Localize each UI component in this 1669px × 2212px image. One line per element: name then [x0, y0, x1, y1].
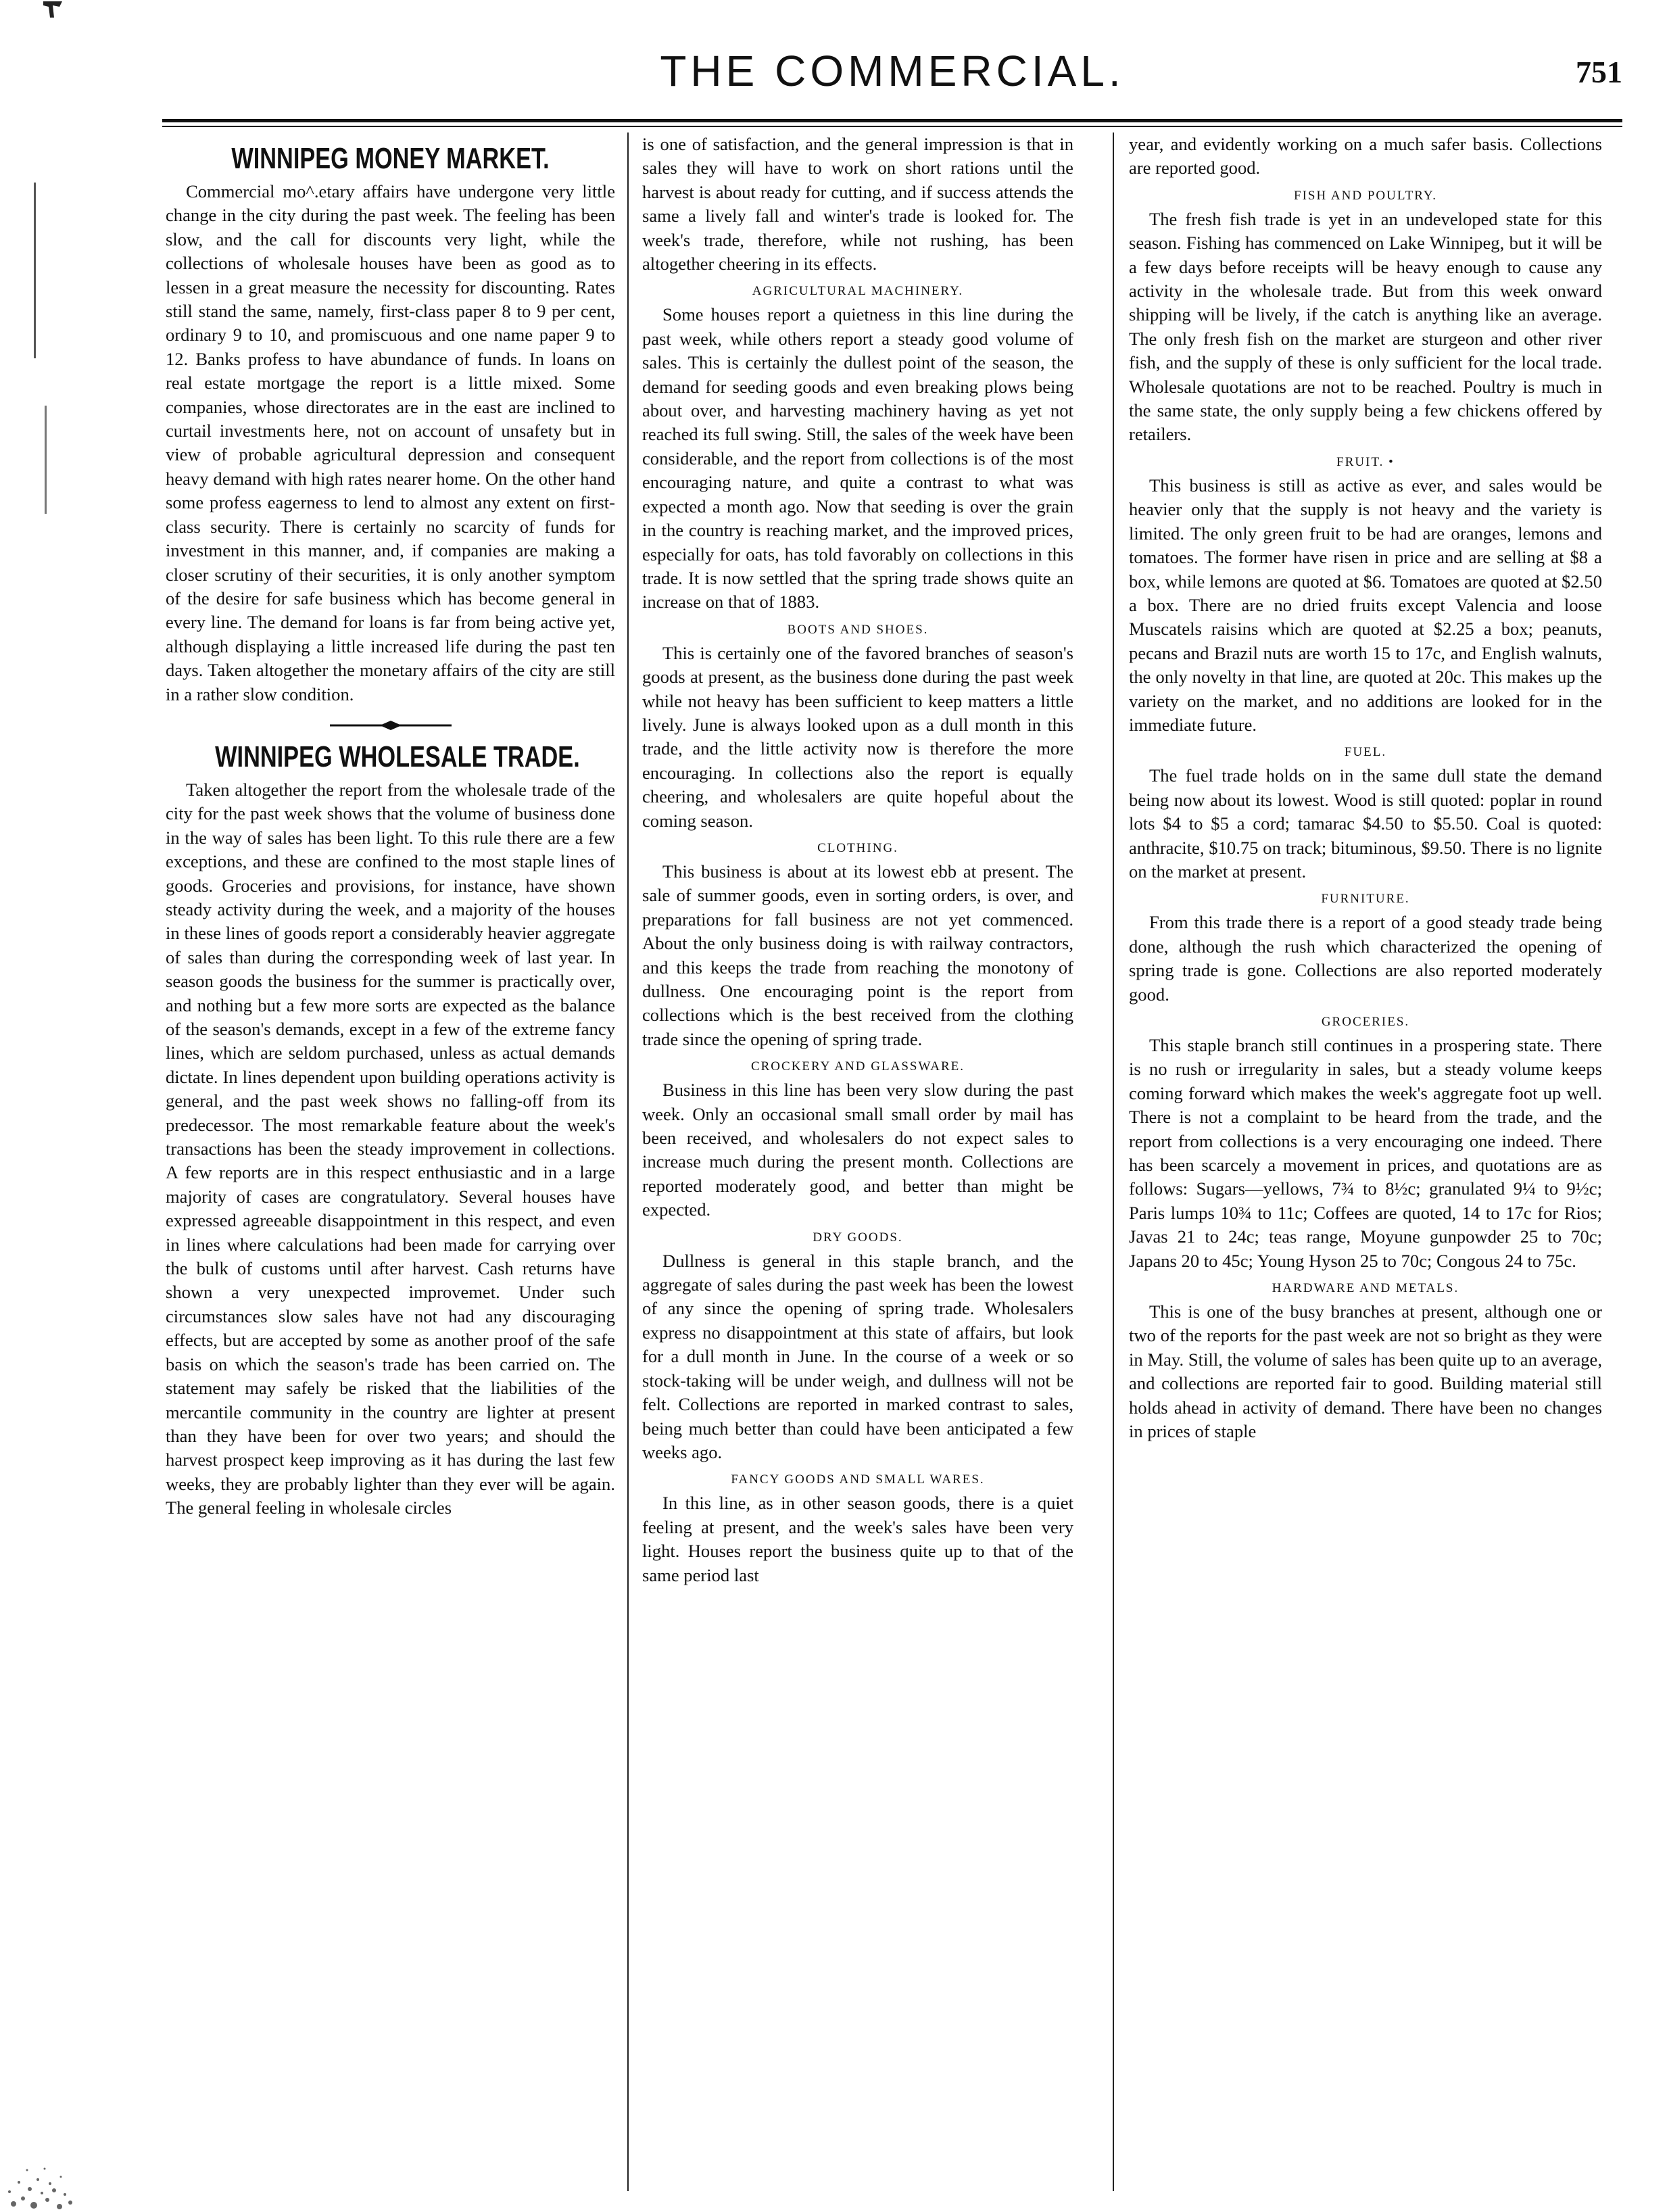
column-2: [642, 133, 1073, 2191]
boots-and-shoes-paragraph: This is certainly one of the favored branches of season's goods at present, as the business done during the past week while not heavy has been sufficient to keep matters a little lively. June is always looked upon as a dull month in this trade, and the little activity now is therefore the more encouraging. In collections also the report is equally cheering, and wholesalers are quite hopeful about the coming season.: [642, 642, 1073, 831]
fish-and-poultry-paragraph: The fresh fish trade is yet in an undeveloped state for this season. Fishing has commenced on Lake Winnipeg, but it will be a few days before receipts will be heavy enough to cause any activity in the wholesale trade. But from this week onward shipping will be lively, if the catch is anything like an average. The only fresh fish on the market are sturgeon and other river fish, and the supply of these is only sufficient for the local trade. Wholesale quotations are not to be reached. Poultry is much in the same state, the only supply being a few chickens offered by retailers.: [1129, 208, 1602, 445]
money-market-paragraph: Commercial mo^.etary affairs have undergone very little change in the city during the past week. The feeling has been slow, and the call for discounts very light, while the collections of wholesale houses have been as good as to lessen in a great measure the necessity for discounting. Rates still stand the same, namely, first-class paper 8 to 9 per cent, ordinary 9 to 10, and promiscuous and one name paper 9 to 12. Banks profess to have abundance of funds. In loans on real estate mortgage the report is a little mixed. Some companies, whose directorates are in the east are inclined to curtail investments here, not on account of unsafety but in view of probable agricultural depression and consequent heavy demand with high rates nearer home. On the other hand some profess eagerness to lend to almost any extent on first-class security. There is certainly no scarcity of funds for investment in this manner, and, if companies are making a closer scrutiny of their securities, it is only another symptom of the desire for safe business which has become general in every line. The demand for loans is far from being active yet, although displaying a little increased life during the past ten days. Taken altogether the monetary affairs of the city are still in a rather slow condition.: [166, 181, 615, 704]
clothing-paragraph: This business is about at its lowest ebb at present. The sale of summer goods, even in sorting orders, is over, and preparations for fall business are not yet commenced. About the only business doing is with railway contractors, and this keeps the trade from reaching the monotony of dullness. One encouraging point is the report from collections which is the best received from the clothing trade since the opening of spring trade.: [642, 861, 1073, 1049]
newspaper-title: THE COMMERCIAL.: [660, 47, 1125, 95]
subhead-boots-and-shoes: BOOTS AND SHOES.: [787, 622, 929, 637]
subhead-fruit: FRUIT. •: [1336, 454, 1395, 469]
subhead-dry-goods: DRY GOODS.: [813, 1230, 903, 1245]
hardware-paragraph: This is one of the busy branches at present, although one or two of the reports for the past week are not so bright as they were in May. Still, the volume of sales has been quite up to an average, and collections are reported fair to good. Building material still holds ahead in activity of demand. There have been no changes in prices of staple: [1129, 1301, 1602, 1442]
subhead-crockery: CROCKERY AND GLASSWARE.: [750, 1059, 965, 1074]
agricultural-machinery-paragraph: Some houses report a quietness in this line during the past week, while others report a steady good volume of sales. This is certainly the dullest point of the season, the demand for seeding goods and even breaking plows being about over, and harvesting machinery having as yet not reached its full swing. Still, the sales of the week have been considerable, and the report from collections is of the most encouraging nature, and quite a contrast to what was expected a month ago. Now that seeding is over the grain in the country is reaching market, and the improved prices, especially for oats, has told favorably on collections in this trade. It is now settled that the spring trade shows quite an increase on that of 1883.: [642, 304, 1073, 612]
subhead-groceries: GROCERIES.: [1321, 1015, 1410, 1029]
continued-paragraph: is one of satisfaction, and the general impression is that in sales they will have to work on short rations until the harvest is about ready for cutting, and if success attends the same a lively fall and winter's trade is looked for. The week's trade, therefore, while not rushing, has been altogether cheering in its effects.: [642, 134, 1073, 274]
page-corner-mark: [39, 0, 66, 20]
subhead-agricultural-machinery: AGRICULTURAL MACHINERY.: [752, 284, 964, 299]
fancy-goods-paragraph: In this line, as in other season goods, there is a quiet feeling at present, and the week's sales have been very light. Houses report the business quite up to that of the same period last: [642, 1493, 1073, 1585]
subhead-furniture: FURNITURE.: [1321, 892, 1410, 907]
column-1: [166, 133, 615, 2191]
money-market-headline: WINNIPEG MONEY MARKET.: [231, 142, 550, 175]
crockery-paragraph: Business in this line has been very slow during the past week. Only an occasional small small order by mail has been received, and wholesalers do not expect sales to increase much during the present month. Collections are reported moderately good, and better than might be expected.: [642, 1080, 1073, 1220]
fuel-paragraph: The fuel trade holds on in the same dull state the demand being now about its lowest. Wood is still quoted: poplar in round lots $4 to $5 a cord; tamarac $4.50 to $5.50. Coal is quoted: anthracite, $10.75 on track; bituminous, $9.50. There is no lignite on the market at present.: [1129, 765, 1602, 882]
column-3: [1129, 133, 1602, 2191]
page-edge-line: [45, 406, 47, 514]
subhead-hardware: HARDWARE AND METALS.: [1272, 1281, 1459, 1296]
column-divider: [1113, 133, 1114, 2191]
groceries-paragraph: This staple branch still continues in a prospering state. There is no rush or irregularity in sales, but a steady volume keeps coming forward which makes the week's aggregate foot up well. There is not a complaint to be heard from the trade, and the report from collections is a very encouraging one indeed. There has been scarcely a movement in prices, and quotations are as follows: Sugars—yellows, 7¾ to 8½c; granulated 9¼ to 9½c; Paris lumps 10¾ to 11c; Coffees are quoted, 14 to 17c for Rios; Javas 21 to 24c; teas range, Moyune gunpowder 25 to 70c; Japans 20 to 45c; Young Hyson 25 to 70c; Congous 24 to 75c.: [1129, 1035, 1602, 1271]
subhead-fancy-goods: FANCY GOODS AND SMALL WARES.: [731, 1472, 985, 1487]
fruit-paragraph: This business is still as active as ever, and sales would be heavier only that the supply is not heavy and the variety is limited. The only green fruit to be had are oranges, lemons and tomatoes. The former have risen in price and are selling at $8 a box, while lemons are quoted at $6. Tomatoes are quoted at $2.50 a box. There are no dried fruits except Valencia and loose Muscatels raisins which are quoted at $2.25 a box; peanuts, pecans and Brazil nuts are worth 15 to 17c, and English walnuts, the only novelty in that line, are quoted at 20c. This makes up the variety on the market, and no additions are looked for in the immediate future.: [1129, 475, 1602, 735]
page-edge-line: [34, 183, 36, 358]
masthead-rule: [162, 126, 1622, 127]
section-ornament: [330, 720, 452, 731]
dry-goods-paragraph: Dullness is general in this staple branch, and the aggregate of sales during the past week has been the lowest of any since the opening of spring trade. Wholesalers express no disappointment at this state of affairs, but look for a dull month in June. In the course of a week or so stock-taking will be under weigh, and dullness will not be felt. Collections are reported in marked contrast to sales, being much better than could have been anticipated a few weeks ago.: [642, 1250, 1073, 1462]
page-corner-stain: [0, 2130, 81, 2212]
page-number: 751: [1576, 55, 1622, 89]
furniture-paragraph: From this trade there is a report of a good steady trade being done, although the rush which characterized the opening of spring trade is gone. Collections are also reported moderately good.: [1129, 912, 1602, 1005]
continued-paragraph: year, and evidently working on a much safer basis. Collections are reported good.: [1129, 134, 1602, 178]
subhead-fuel: FUEL.: [1344, 745, 1387, 760]
subhead-fish-and-poultry: FISH AND POULTRY.: [1294, 188, 1437, 203]
wholesale-trade-headline: WINNIPEG WHOLESALE TRADE.: [215, 740, 580, 773]
wholesale-trade-paragraph: Taken altogether the report from the wholesale trade of the city for the past week shows that the volume of business done in the way of sales has been light. To this rule there are a few exceptions, and these are confined to the most staple lines of goods. Groceries and provisions, for instance, have shown steady activity during the week, and a majority of the houses in these lines of goods report a considerably heavier aggregate of sales than during the corresponding week of last year. In season goods the business for the summer is practically over, and nothing but a few more sorts are expected as the balance of the season's demands, except in a few of the extreme fancy lines, which are seldom purchased, unless as actual demands dictate. In lines dependent upon building operations activity is general, and the past week shows no falling-off from its predecessor. The most remarkable feature about the week's transactions has been the steady improvement in collections. A few reports are in this respect enthusiastic and in a large majority of cases are congratulatory. Several houses have expressed agreeable disappointment in this respect, and even in lines where calculations had been made for carrying over the bulk of customs until after harvest. Cash returns have shown a very unexpected improvemet. Under such circumstances slow sales have not had any discouraging effects, but are accepted by some as another proof of the safe basis on which the season's trade has been carried on. The statement may safely be risked that the liabilities of the mercantile community in the country are lighter at present than they have been for over two years; and should the harvest prospect keep improving as it has during the last few weeks, they are probably lighter than they ever will be again. The general feeling in wholesale circles: [166, 779, 615, 1518]
column-divider: [627, 133, 629, 2191]
masthead: [162, 41, 1622, 115]
masthead-rule: [162, 119, 1622, 122]
subhead-clothing: CLOTHING.: [817, 840, 898, 855]
